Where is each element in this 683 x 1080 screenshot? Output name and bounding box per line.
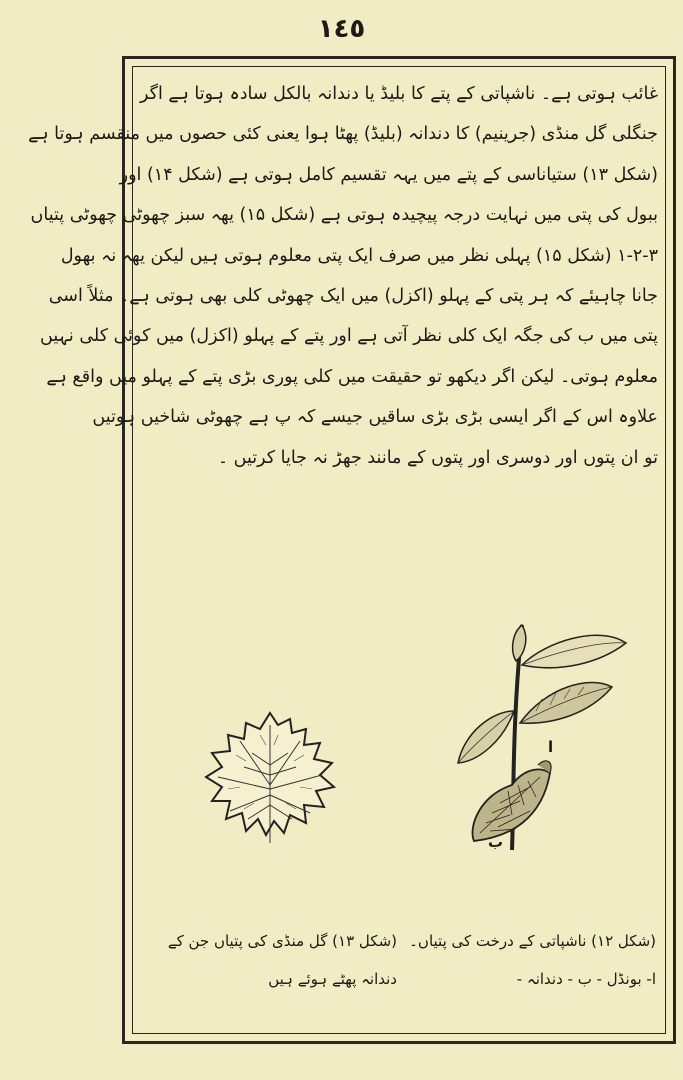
text-line: علاوہ اس کے اگر ایسی بڑی بڑی ساقیں جیسے کہ پ ہے چھوٹی شاخیں ہوتیں bbox=[92, 407, 658, 428]
caption-line: دندانہ پھٹے ہوئے ہیں bbox=[268, 970, 397, 988]
caption-line: (شکل ۱۲) ناشپاتی کے درخت کی پتیاں۔ bbox=[409, 932, 656, 950]
page-number: ١٤٥ bbox=[317, 14, 366, 44]
caption-figure-13 bbox=[142, 922, 397, 998]
text-line: (شکل ۱۳) ستیاناسی کے پتے میں یہہ تقسیم کامل ہوتی ہے (شکل ۱۴) اور bbox=[119, 164, 658, 185]
figure-label-b: ب bbox=[488, 833, 504, 851]
pear-branch-illustration bbox=[450, 615, 630, 855]
figure-label-a: ا bbox=[548, 738, 554, 756]
text-line: ۱-۲-۳ (شکل ۱۵) پہلی نظر میں صرف ایک پتی معلوم ہوتی ہیں لیکن یھہ نہ بھول bbox=[60, 245, 658, 266]
text-line: معلوم ہوتی۔ لیکن اگر دیکھو تو حقیقت میں کلی پوری بڑی پتے کے پہلو میں واقع ہے bbox=[46, 366, 658, 387]
text-line: جنگلی گل منڈی (جرینیم) کا دندانہ (بلیڈ) پھٹا ہوا یعنی کئی حصوں میں منقسم ہوتا ہے bbox=[28, 124, 658, 145]
text-line: پتی میں ب کی جگہ ایک کلی نظر آتی ہے اور پتے کے پہلو (اکزل) میں کوئی کلی نہیں bbox=[40, 326, 658, 347]
text-line: تو ان پتوں اور دوسری اور پتوں کے مانند جھڑ نہ جایا کرتیں ۔ bbox=[217, 447, 658, 468]
caption-line: (شکل ۱۳) گل منڈی کی پتیاں جن کے bbox=[167, 932, 397, 950]
caption-line: ا- بونڈل - ب - دندانہ - bbox=[516, 970, 656, 988]
caption-figure-12 bbox=[409, 922, 656, 998]
text-line: ببول کی پتی میں نہایت درجہ پیچیدہ ہوتی ہے (شکل ۱۵) یھہ سبز چھوٹی چھوٹی پتیاں bbox=[30, 205, 658, 226]
text-line: غائب ہوتی ہے۔ ناشپاتی کے پتے کا بلیڈ یا دندانہ بالکل سادہ ہوتا ہے اگر bbox=[139, 84, 658, 104]
text-line: جانا چاہیئے کہ ہر پتی کے پہلو (اکزل) میں ایک چھوٹی کلی بھی ہوتی ہے۔ مثلاً اسی bbox=[48, 286, 658, 307]
body-text bbox=[28, 74, 658, 478]
geranium-leaf-illustration bbox=[200, 705, 340, 850]
